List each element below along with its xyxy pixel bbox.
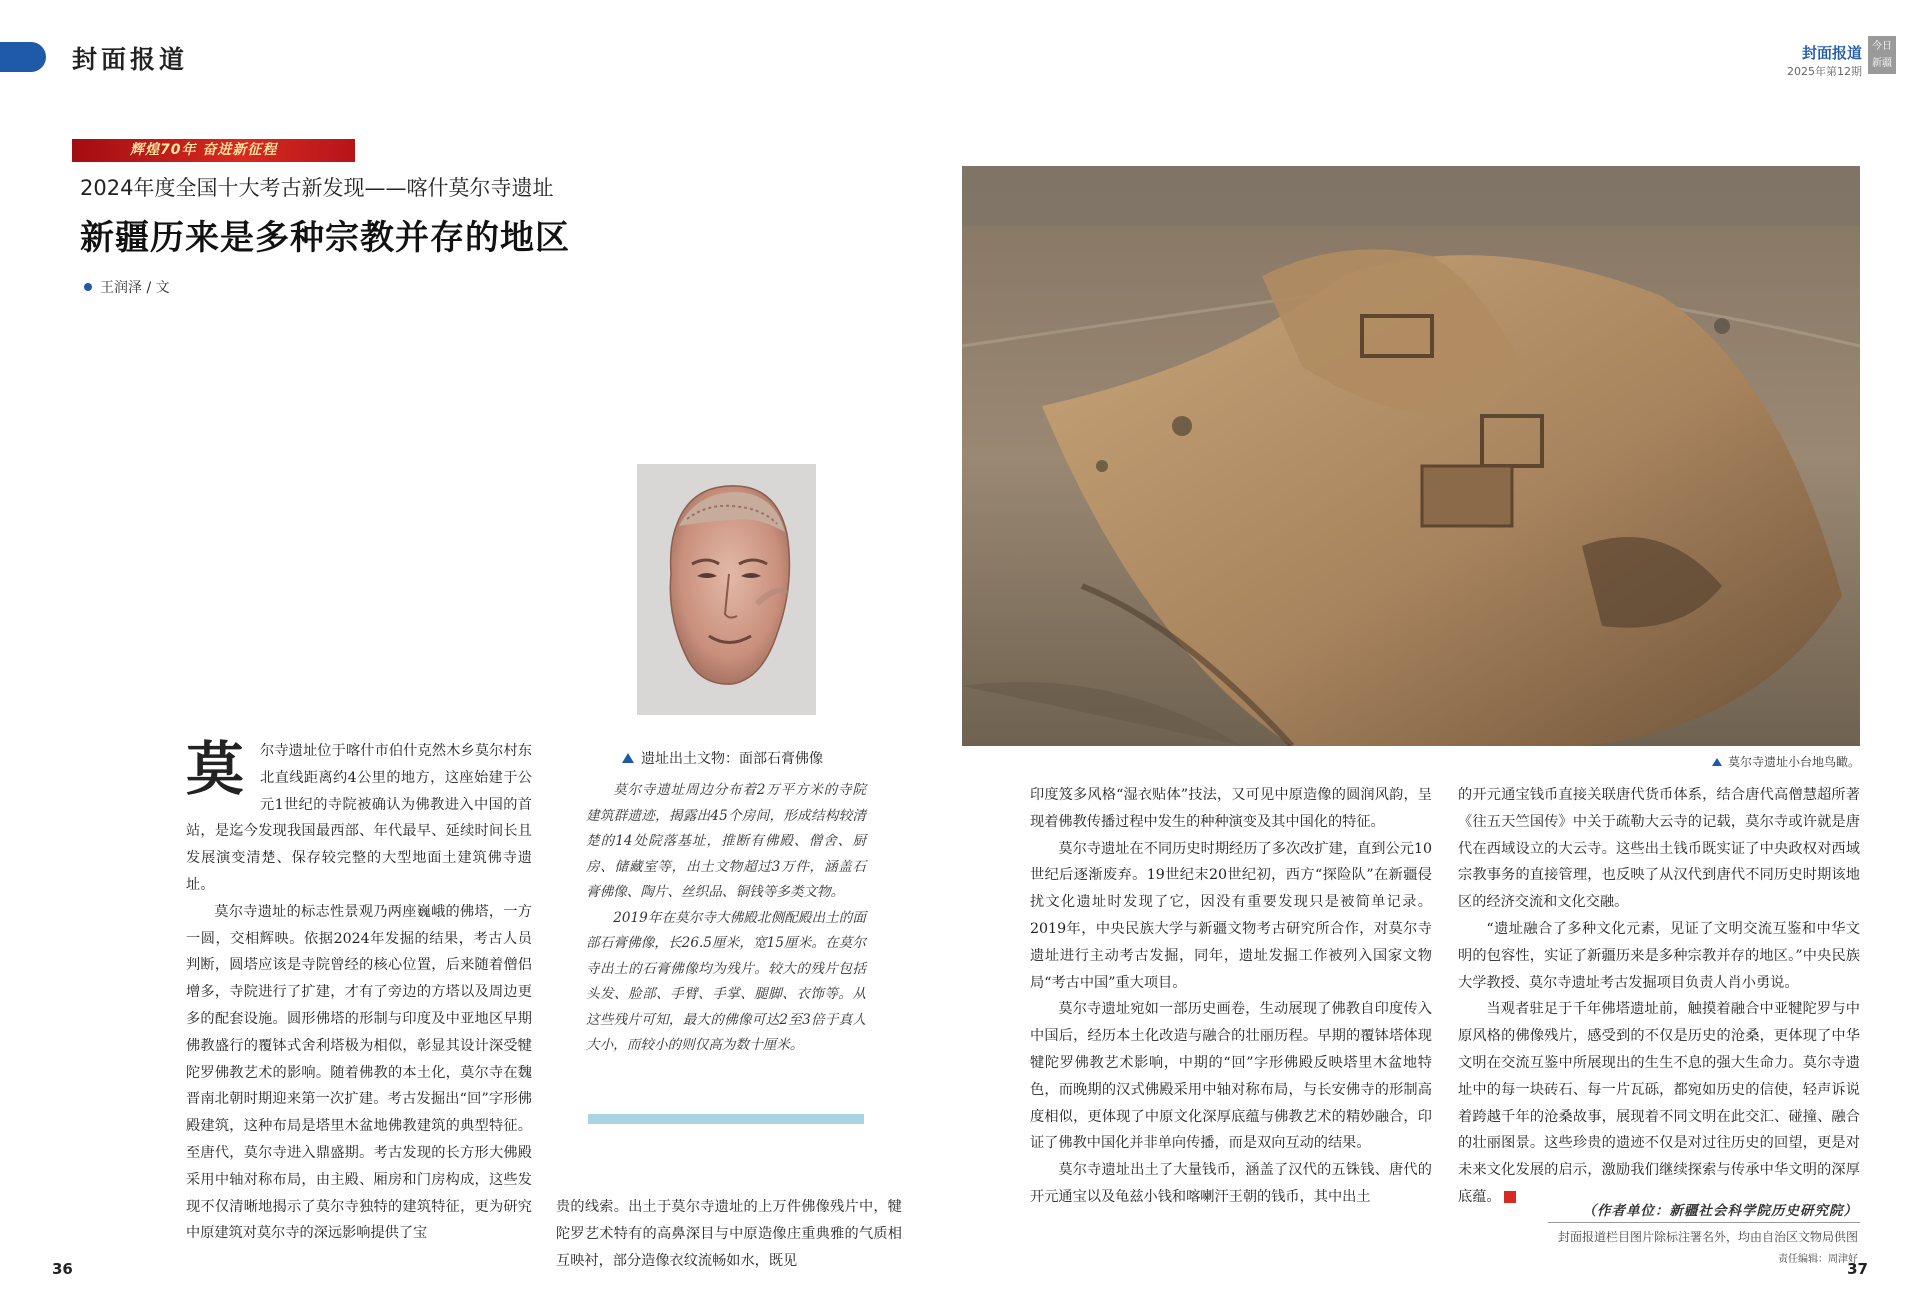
sidebar-paragraph: 莫尔寺遗址周边分布着2万平方米的寺院建筑群遗迹，揭露出45个房间，形成结构较清楚的14处院落基址，推断有佛殿、僧舍、厨房、储藏室等，出土文物超过3万件，涵盖石膏佛像、陶片、丝织品、铜钱等多类文物。	[586, 782, 866, 900]
article-paragraph: 的开元通宝钱币直接关联唐代货币体系，结合唐代高僧慧超所著《往五天竺国传》中关于疏勒大云寺的记载，莫尔寺或许就是唐代在西域设立的大云寺。这些出土钱币既实证了中央政权对西域宗教事务的直接管理，也反映了从汉代到唐代不同历史时期该地区的经济交流和文化交融。	[1458, 787, 1860, 911]
byline-text: 王润泽 / 文	[100, 280, 170, 296]
article-paragraph: 莫尔寺遗址出土了大量钱币，涵盖了汉代的五铢钱、唐代的开元通宝以及龟兹小钱和喀喇汗王朝的钱币，其中出土	[1030, 1162, 1432, 1205]
artifact-caption	[622, 748, 823, 768]
article-column-2	[556, 1194, 902, 1274]
photo-credit: 封面报道栏目图片除标注署名外，均由自治区文物局供图	[1557, 1230, 1858, 1244]
artifact-mask-image	[637, 464, 816, 715]
article-subtitle: 2024年度全国十大考古新发现——喀什莫尔寺遗址	[80, 176, 554, 200]
sidebar-text	[586, 778, 866, 1059]
photo-caption	[1712, 753, 1860, 770]
byline	[84, 277, 170, 297]
magazine-name: 封面报道	[1801, 44, 1862, 62]
plaster-buddha-face-illustration	[637, 464, 816, 715]
article-paragraph: 莫尔寺遗址的标志性景观乃两座巍峨的佛塔，一方一圆，交相辉映。依据2024年发掘的结果，考古人员判断，圆塔应该是寺院曾经的核心位置，后来随着僧侣增多，寺院进行了扩建，才有了旁边的方塔以及周边更多的配套设施。圆形佛塔的形制与印度及中亚地区早期佛教盛行的覆钵式舍利塔极为相似，彰显其设计深受犍陀罗佛教艺术的影响。随着佛教的本土化，莫尔寺在魏晋南北朝时期迎来第一次扩建。考古发掘出“回”字形佛殿建筑，这种布局是塔里木盆地佛教建筑的典型特征。至唐代，莫尔寺进入鼎盛期。考古发现的长方形大佛殿采用中轴对称布局，由主殿、厢房和门房构成，这些发现不仅清晰地揭示了莫尔寺独特的建筑特征，更为研究中原建筑对莫尔寺的深远影响提供了宝	[186, 903, 532, 1242]
caption-triangle-icon	[1712, 758, 1722, 766]
page-number-left: 36	[52, 1260, 73, 1278]
article-paragraph-final	[1458, 996, 1860, 1210]
article-headline: 新疆历来是多种宗教并存的地区	[80, 218, 570, 258]
article-paragraph: 莫尔寺遗址在不同历史时期经历了多次改扩建，直到公元10世纪后逐渐废弃。19世纪末20世纪初，西方“探险队”在新疆侵扰文化遗址时发现了它，因没有重要发现只是被简单记录。2019年，中央民族大学与新疆文物考古研究所合作，对莫尔寺遗址进行主动考古发掘，同年，遗址发掘工作被列入国家文物局“考古中国”重大项目。	[1030, 840, 1432, 991]
article-paragraph: 尔寺遗址位于喀什市伯什克然木乡莫尔村东北直线距离约4公里的地方，这座始建于公元1世纪的寺院被确认为佛教进入中国的首站，是迄今发现我国最西部、年代最早、延续时间长且发展演变清楚、保存较完整的大型地面土建筑佛寺遗址。	[186, 743, 532, 893]
artifact-caption-text: 遗址出土文物：面部石膏佛像	[641, 751, 823, 767]
article-paragraph: 贵的线索。出土于莫尔寺遗址的上万件佛像残片中，犍陀罗艺术特有的高鼻深目与中原造像庄重典雅的气质相互映衬，部分造像衣纹流畅如水，既见	[556, 1199, 902, 1269]
end-mark-icon	[1504, 1191, 1516, 1203]
article-paragraph: “遗址融合了多种文化元素，见证了文明交流互鉴和中华文明的包容性，实证了新疆历来是多种宗教并存的地区。”中央民族大学教授、莫尔寺遗址考古发掘项目负责人肖小勇说。	[1458, 920, 1860, 991]
article-paragraph-text: 当观者驻足于千年佛塔遗址前，触摸着融合中亚犍陀罗与中原风格的佛像残片，感受到的不仅是历史的沧桑，更体现了中华文明在交流互鉴中所展现出的生生不息的强大生命力。莫尔寺遗址中的每一块砖石、每一片瓦砾，都宛如历史的信使，轻声诉说着跨越千年的沧桑故事，展现着不同文明在此交汇、碰撞、融合的壮丽图景。这些珍贵的遗迹不仅是对过往历史的回望，更是对未来文化发展的启示，激励我们继续探索与传承中华文明的深厚底蕴。	[1458, 1001, 1860, 1205]
responsible-editor: 责任编辑：周津好	[1778, 1254, 1858, 1265]
page-number-right: 37	[1847, 1260, 1868, 1278]
magazine-header	[1787, 42, 1862, 79]
author-affiliation: （作者单位：新疆社会科学院历史研究院）	[1582, 1203, 1858, 1219]
sidebar-bottom-bar	[588, 1114, 864, 1124]
article-column-1	[186, 735, 532, 1247]
article-column-3	[1030, 782, 1432, 1211]
issue-number: 2025年第12期	[1787, 65, 1862, 78]
photo-caption-text: 莫尔寺遗址小台地鸟瞰。	[1727, 755, 1860, 769]
section-tab-marker	[0, 42, 46, 72]
byline-dot-icon	[84, 283, 92, 291]
footer-divider	[1548, 1222, 1860, 1223]
magazine-logo-mark: 今日 新疆	[1868, 36, 1896, 74]
article-column-4	[1458, 782, 1860, 1211]
article-paragraph: 印度笈多风格“湿衣贴体”技法，又可见中原造像的圆润风韵，呈现着佛教传播过程中发生的种种演变及其中国化的特征。	[1030, 787, 1432, 830]
anniversary-banner: 辉煌70年 奋进新征程	[72, 139, 355, 162]
section-label: 封面报道	[72, 45, 189, 74]
caption-triangle-icon	[622, 753, 634, 763]
sidebar-paragraph: 2019年在莫尔寺大佛殿北侧配殿出土的面部石膏佛像，长26.5厘米，宽15厘米。在莫尔寺出土的石膏佛像均为残片。较大的残片包括头发、脸部、手臂、手掌、腿脚、衣饰等。从这些残片可知，最大的佛像可达2至3倍于真人大小，而较小的则仅高为数十厘米。	[586, 909, 866, 1053]
aerial-photo	[962, 166, 1860, 746]
article-paragraph: 莫尔寺遗址宛如一部历史画卷，生动展现了佛教自印度传入中国后，经历本土化改造与融合的壮丽历程。早期的覆钵塔体现犍陀罗佛教艺术影响，中期的“回”字形佛殿反映塔里木盆地特色，而晚期的汉式佛殿采用中轴对称布局，与长安佛寺的形制高度相似，更体现了中原文化深厚底蕴与佛教艺术的精妙融合，印证了佛教中国化并非单向传播，而是双向互动的结果。	[1030, 1001, 1432, 1152]
site-aerial-illustration	[962, 166, 1860, 746]
dropcap: 莫	[186, 735, 245, 803]
